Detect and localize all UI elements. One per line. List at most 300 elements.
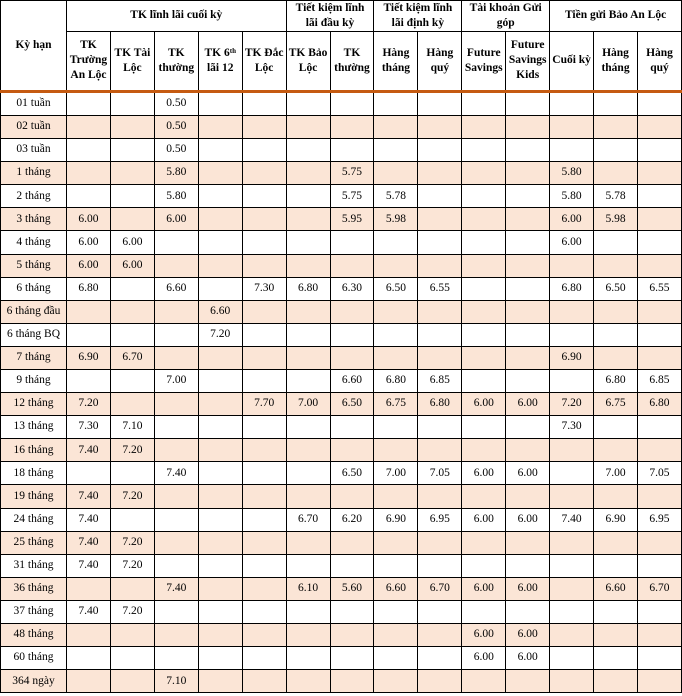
rate-cell: 6.80 xyxy=(418,393,462,416)
rate-cell xyxy=(330,346,374,369)
rate-cell xyxy=(110,139,154,162)
column-header: TK Tài Lộc xyxy=(110,31,154,91)
rate-cell xyxy=(462,323,506,346)
rate-cell xyxy=(374,300,418,323)
rate-cell: 6.80 xyxy=(286,277,330,300)
rate-cell xyxy=(286,370,330,393)
rate-cell: 6.30 xyxy=(330,277,374,300)
rate-cell xyxy=(418,323,462,346)
rate-cell xyxy=(242,485,286,508)
rate-cell xyxy=(286,323,330,346)
rate-cell xyxy=(110,370,154,393)
rate-cell xyxy=(242,508,286,531)
rate-cell xyxy=(154,508,198,531)
rate-cell xyxy=(506,231,550,254)
rate-cell: 6.00 xyxy=(462,624,506,647)
rate-cell: 0.50 xyxy=(154,139,198,162)
rate-cell: 6.00 xyxy=(110,231,154,254)
rate-cell xyxy=(506,254,550,277)
rate-cell xyxy=(418,439,462,462)
rate-cell xyxy=(374,323,418,346)
rate-cell xyxy=(242,185,286,208)
rate-cell xyxy=(198,162,242,185)
rate-cell xyxy=(418,254,462,277)
rate-cell: 7.20 xyxy=(67,393,111,416)
rate-cell: 7.70 xyxy=(242,393,286,416)
rate-cell: 5.80 xyxy=(154,185,198,208)
rate-cell xyxy=(506,346,550,369)
rate-cell: 6.00 xyxy=(67,208,111,231)
rate-cell xyxy=(110,670,154,693)
rate-cell xyxy=(374,346,418,369)
rate-cell xyxy=(198,185,242,208)
rate-cell xyxy=(286,139,330,162)
rate-cell: 7.30 xyxy=(242,277,286,300)
rate-cell: 6.95 xyxy=(637,508,681,531)
column-group-header: Tiết kiệm lĩnh lãi đầu kỳ xyxy=(286,1,374,32)
rate-cell: 6.00 xyxy=(506,508,550,531)
rate-cell xyxy=(550,485,594,508)
rate-cell xyxy=(374,554,418,577)
rate-cell xyxy=(198,91,242,115)
rate-cell: 7.05 xyxy=(418,462,462,485)
rate-cell xyxy=(67,670,111,693)
rate-cell xyxy=(198,600,242,623)
rate-cell xyxy=(418,416,462,439)
column-group-header: Tiền gửi Bảo An Lộc xyxy=(550,1,682,32)
rate-cell xyxy=(154,393,198,416)
term-cell: 5 tháng xyxy=(1,254,67,277)
rate-cell xyxy=(418,647,462,670)
rate-cell xyxy=(198,647,242,670)
rate-cell xyxy=(550,115,594,138)
rate-cell: 6.55 xyxy=(637,277,681,300)
column-header: TK Trường An Lộc xyxy=(67,31,111,91)
rate-cell xyxy=(198,554,242,577)
rate-cell xyxy=(154,439,198,462)
term-cell: 60 tháng xyxy=(1,647,67,670)
rate-cell: 6.00 xyxy=(506,577,550,600)
table-row xyxy=(1,323,682,346)
rate-cell xyxy=(286,554,330,577)
rate-cell xyxy=(242,323,286,346)
rate-cell xyxy=(506,485,550,508)
rate-cell xyxy=(242,577,286,600)
column-group-header: TK lĩnh lãi cuối kỳ xyxy=(67,1,287,32)
table-body xyxy=(1,91,682,692)
rate-cell xyxy=(242,231,286,254)
term-cell: 36 tháng xyxy=(1,577,67,600)
rate-cell xyxy=(330,554,374,577)
rate-cell xyxy=(462,416,506,439)
rate-cell xyxy=(154,485,198,508)
rate-cell xyxy=(198,577,242,600)
rate-cell xyxy=(462,277,506,300)
rate-cell: 6.60 xyxy=(154,277,198,300)
rate-cell xyxy=(330,323,374,346)
rate-cell xyxy=(594,254,638,277)
rate-cell xyxy=(594,139,638,162)
rate-cell xyxy=(506,162,550,185)
table-row xyxy=(1,185,682,208)
rate-cell xyxy=(506,531,550,554)
rate-cell xyxy=(242,647,286,670)
table-row xyxy=(1,370,682,393)
rate-cell xyxy=(242,208,286,231)
rate-cell xyxy=(418,624,462,647)
rate-cell xyxy=(110,577,154,600)
column-header: Future Savings Kids xyxy=(506,31,550,91)
rate-cell xyxy=(286,531,330,554)
rate-cell: 7.40 xyxy=(67,531,111,554)
rate-cell xyxy=(594,91,638,115)
rate-cell: 7.00 xyxy=(594,462,638,485)
column-header: TK 6ᵗʰ lãi 12 xyxy=(198,31,242,91)
rate-cell: 6.90 xyxy=(594,508,638,531)
rate-cell xyxy=(198,393,242,416)
rate-cell xyxy=(374,139,418,162)
rate-cell xyxy=(242,600,286,623)
rate-cell xyxy=(637,300,681,323)
rate-cell xyxy=(286,231,330,254)
rate-cell xyxy=(594,647,638,670)
term-cell: 18 tháng xyxy=(1,462,67,485)
rate-cell: 6.75 xyxy=(374,393,418,416)
table-row xyxy=(1,231,682,254)
rate-cell: 6.20 xyxy=(330,508,374,531)
rate-cell xyxy=(637,208,681,231)
rate-cell: 5.80 xyxy=(550,185,594,208)
rate-cell xyxy=(418,208,462,231)
term-cell: 6 tháng xyxy=(1,277,67,300)
rate-cell xyxy=(154,231,198,254)
table-row xyxy=(1,91,682,115)
column-header: Hàng tháng xyxy=(374,31,418,91)
table-row xyxy=(1,670,682,693)
table-row xyxy=(1,162,682,185)
table-row xyxy=(1,208,682,231)
rate-cell xyxy=(550,254,594,277)
rate-cell xyxy=(550,624,594,647)
rate-cell: 6.00 xyxy=(462,393,506,416)
rate-cell xyxy=(286,439,330,462)
column-header-row xyxy=(1,31,682,91)
rate-cell xyxy=(242,416,286,439)
term-cell: 3 tháng xyxy=(1,208,67,231)
column-header: TK thường xyxy=(330,31,374,91)
rate-cell xyxy=(637,139,681,162)
column-header: Hàng tháng xyxy=(594,31,638,91)
rate-cell xyxy=(242,370,286,393)
rate-cell xyxy=(286,462,330,485)
table-row xyxy=(1,300,682,323)
rate-cell xyxy=(67,185,111,208)
rate-cell: 5.98 xyxy=(374,208,418,231)
rate-cell xyxy=(418,670,462,693)
rate-cell: 6.80 xyxy=(594,370,638,393)
rate-cell xyxy=(637,531,681,554)
rate-cell xyxy=(462,208,506,231)
rate-cell: 6.00 xyxy=(462,647,506,670)
rate-cell: 7.00 xyxy=(154,370,198,393)
rate-cell xyxy=(637,600,681,623)
rate-cell xyxy=(198,531,242,554)
rate-cell xyxy=(506,370,550,393)
rate-cell xyxy=(550,91,594,115)
rate-cell xyxy=(154,531,198,554)
rate-cell xyxy=(330,91,374,115)
rate-cell xyxy=(67,115,111,138)
term-cell: 31 tháng xyxy=(1,554,67,577)
rate-cell xyxy=(418,115,462,138)
rate-cell xyxy=(67,91,111,115)
term-cell: 03 tuần xyxy=(1,139,67,162)
rate-cell: 6.00 xyxy=(154,208,198,231)
rate-cell xyxy=(67,139,111,162)
rate-cell xyxy=(154,624,198,647)
rate-cell: 7.40 xyxy=(67,600,111,623)
rate-cell xyxy=(506,185,550,208)
rate-cell xyxy=(418,300,462,323)
term-cell: 9 tháng xyxy=(1,370,67,393)
group-header-row xyxy=(1,1,682,32)
term-cell: 01 tuần xyxy=(1,91,67,115)
rate-cell xyxy=(506,439,550,462)
column-header: Cuối kỳ xyxy=(550,31,594,91)
rate-cell: 0.50 xyxy=(154,115,198,138)
rate-cell xyxy=(637,254,681,277)
rate-cell: 6.00 xyxy=(462,462,506,485)
rate-cell xyxy=(462,185,506,208)
rate-cell xyxy=(154,323,198,346)
rate-cell xyxy=(198,439,242,462)
term-cell: 19 tháng xyxy=(1,485,67,508)
rate-cell: 7.10 xyxy=(154,670,198,693)
rate-cell: 7.40 xyxy=(550,508,594,531)
rate-cell: 7.40 xyxy=(154,462,198,485)
rate-cell: 6.00 xyxy=(67,254,111,277)
column-header: Future Savings xyxy=(462,31,506,91)
table-row xyxy=(1,439,682,462)
rate-cell xyxy=(242,254,286,277)
rate-cell xyxy=(462,370,506,393)
rate-cell xyxy=(506,139,550,162)
rate-cell xyxy=(242,91,286,115)
table-row xyxy=(1,416,682,439)
rate-cell xyxy=(418,91,462,115)
rate-cell xyxy=(462,554,506,577)
rate-cell: 7.30 xyxy=(550,416,594,439)
rate-cell xyxy=(374,600,418,623)
rate-cell xyxy=(506,416,550,439)
rate-cell xyxy=(550,577,594,600)
rate-cell xyxy=(506,670,550,693)
rate-cell xyxy=(374,91,418,115)
table-row xyxy=(1,554,682,577)
rate-cell xyxy=(374,254,418,277)
rate-cell xyxy=(330,300,374,323)
rate-cell xyxy=(286,485,330,508)
rate-cell: 6.00 xyxy=(462,577,506,600)
rate-cell xyxy=(462,139,506,162)
rate-cell xyxy=(594,231,638,254)
rate-cell xyxy=(550,647,594,670)
rate-cell xyxy=(154,346,198,369)
term-cell: 12 tháng xyxy=(1,393,67,416)
rate-cell xyxy=(110,115,154,138)
rate-cell: 5.60 xyxy=(330,577,374,600)
rate-cell xyxy=(594,485,638,508)
rate-cell xyxy=(198,346,242,369)
table-row xyxy=(1,485,682,508)
rate-cell xyxy=(594,115,638,138)
rate-cell xyxy=(330,231,374,254)
rate-cell xyxy=(67,300,111,323)
term-cell: 48 tháng xyxy=(1,624,67,647)
rate-cell xyxy=(374,162,418,185)
rate-cell xyxy=(594,416,638,439)
rate-cell xyxy=(67,370,111,393)
term-cell: 1 tháng xyxy=(1,162,67,185)
rate-cell: 6.80 xyxy=(550,277,594,300)
rate-cell xyxy=(154,416,198,439)
rate-cell xyxy=(418,531,462,554)
table-row xyxy=(1,600,682,623)
rate-cell xyxy=(110,462,154,485)
rate-cell xyxy=(418,185,462,208)
rate-cell xyxy=(374,624,418,647)
term-cell: 6 tháng BQ xyxy=(1,323,67,346)
rate-cell xyxy=(637,624,681,647)
rate-cell: 5.98 xyxy=(594,208,638,231)
rate-cell: 6.00 xyxy=(550,208,594,231)
table-row xyxy=(1,647,682,670)
rate-cell xyxy=(286,254,330,277)
rate-cell xyxy=(67,624,111,647)
rate-cell xyxy=(286,416,330,439)
rate-cell xyxy=(242,139,286,162)
rate-cell xyxy=(242,115,286,138)
rate-cell xyxy=(462,670,506,693)
rate-cell xyxy=(462,115,506,138)
rate-cell: 6.55 xyxy=(418,277,462,300)
rate-cell xyxy=(110,162,154,185)
term-cell: 4 tháng xyxy=(1,231,67,254)
rate-cell xyxy=(67,647,111,670)
rate-cell: 6.50 xyxy=(330,393,374,416)
rate-cell xyxy=(154,300,198,323)
rate-cell xyxy=(637,670,681,693)
rate-cell xyxy=(198,670,242,693)
rate-cell xyxy=(506,208,550,231)
rate-cell xyxy=(418,231,462,254)
rate-cell xyxy=(198,208,242,231)
rate-cell: 6.00 xyxy=(110,254,154,277)
rate-cell xyxy=(286,91,330,115)
rate-cell: 6.95 xyxy=(418,508,462,531)
rate-cell xyxy=(286,208,330,231)
rate-cell: 7.00 xyxy=(286,393,330,416)
rate-cell xyxy=(637,115,681,138)
rate-cell xyxy=(594,439,638,462)
rate-cell xyxy=(506,91,550,115)
rate-cell xyxy=(67,162,111,185)
corner-header-term: Kỳ hạn xyxy=(1,1,67,92)
rate-cell xyxy=(374,531,418,554)
rate-cell: 7.20 xyxy=(110,600,154,623)
rate-cell xyxy=(418,162,462,185)
rate-cell: 6.90 xyxy=(374,508,418,531)
rate-cell xyxy=(462,231,506,254)
rate-cell: 6.70 xyxy=(418,577,462,600)
term-cell: 6 tháng đầu xyxy=(1,300,67,323)
rate-cell: 6.00 xyxy=(506,393,550,416)
rate-cell xyxy=(286,670,330,693)
column-header: TK thường xyxy=(154,31,198,91)
rate-cell: 6.85 xyxy=(637,370,681,393)
rate-cell: 7.20 xyxy=(110,439,154,462)
table-row xyxy=(1,393,682,416)
rate-cell: 6.60 xyxy=(374,577,418,600)
rate-cell: 6.00 xyxy=(550,231,594,254)
rate-cell: 6.50 xyxy=(374,277,418,300)
rate-cell: 7.10 xyxy=(110,416,154,439)
rate-cell xyxy=(550,439,594,462)
rate-cell xyxy=(110,208,154,231)
rate-cell xyxy=(462,346,506,369)
rate-cell: 5.78 xyxy=(374,185,418,208)
rate-cell: 7.20 xyxy=(110,531,154,554)
rate-cell xyxy=(330,670,374,693)
rate-cell xyxy=(154,600,198,623)
rate-cell: 7.05 xyxy=(637,462,681,485)
rate-cell: 5.80 xyxy=(154,162,198,185)
table-row xyxy=(1,508,682,531)
rate-cell xyxy=(637,346,681,369)
rate-cell xyxy=(594,162,638,185)
column-header: TK Đắc Lộc xyxy=(242,31,286,91)
rate-cell xyxy=(198,277,242,300)
rate-cell xyxy=(242,346,286,369)
rate-cell xyxy=(418,139,462,162)
rate-cell: 6.70 xyxy=(637,577,681,600)
rate-cell xyxy=(67,577,111,600)
rate-cell: 6.00 xyxy=(506,462,550,485)
rate-cell xyxy=(110,647,154,670)
rate-cell: 6.10 xyxy=(286,577,330,600)
term-cell: 02 tuần xyxy=(1,115,67,138)
rate-cell: 6.80 xyxy=(67,277,111,300)
rate-cell xyxy=(462,531,506,554)
rate-cell: 6.70 xyxy=(110,346,154,369)
rate-cell xyxy=(462,439,506,462)
term-cell: 24 tháng xyxy=(1,508,67,531)
rate-cell xyxy=(550,600,594,623)
rate-cell xyxy=(330,115,374,138)
rate-cell xyxy=(330,439,374,462)
rate-cell xyxy=(330,624,374,647)
rate-cell xyxy=(198,624,242,647)
table-row xyxy=(1,346,682,369)
rate-cell xyxy=(198,115,242,138)
rate-cell xyxy=(637,439,681,462)
term-cell: 364 ngày xyxy=(1,670,67,693)
rate-cell xyxy=(418,346,462,369)
rate-cell xyxy=(594,554,638,577)
rate-cell xyxy=(286,300,330,323)
rate-cell xyxy=(374,416,418,439)
rate-cell xyxy=(637,185,681,208)
